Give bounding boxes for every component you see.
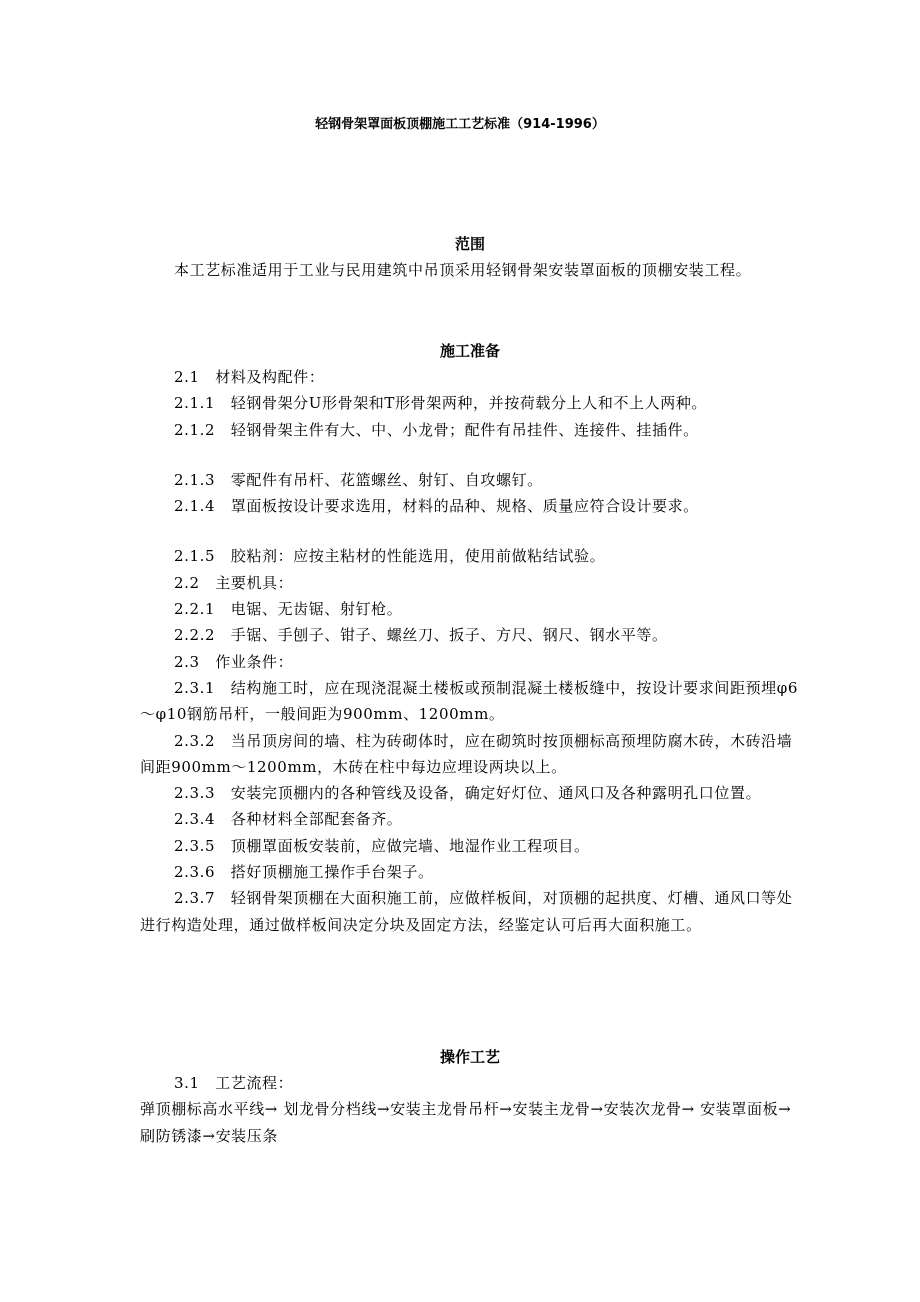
paragraph: 2.1 材料及构配件： xyxy=(174,368,325,386)
section-heading-scope: 范围 xyxy=(454,235,485,253)
section-heading-process: 操作工艺 xyxy=(439,1048,500,1066)
document-title: 轻钢骨架罩面板顶棚施工工艺标准（914-1996） xyxy=(315,117,605,132)
paragraph: 2.1.3 零配件有吊杆、花篮螺丝、射钉、自攻螺钉。 xyxy=(174,470,543,489)
paragraph: 2.3.3 安装完顶棚内的各种管线及设备，确定好灯位、通风口及各种露明孔口位置。 xyxy=(174,784,762,803)
paragraph: 2.3.5 顶棚罩面板安装前，应做完墙、地湿作业工程项目。 xyxy=(174,836,590,855)
paragraph: 2.3.6 搭好顶棚施工操作手台架子。 xyxy=(174,863,434,882)
section-heading-preparation: 施工准备 xyxy=(439,342,500,360)
paragraph: 本工艺标准适用于工业与民用建筑中吊顶采用轻钢骨架安装罩面板的顶棚安装工程。 xyxy=(174,261,752,279)
paragraph: 2.1.2 轻钢骨架主件有大、中、小龙骨；配件有吊挂件、连接件、挂插件。 xyxy=(174,420,699,439)
paragraph: 2.3 作业条件： xyxy=(174,652,294,671)
process-flow: 弹顶棚标高水平线→ 划龙骨分档线→安装主龙骨吊杆→安装主龙骨→安装次龙骨→ 安装罩面板→刷防锈漆→安装压条 xyxy=(140,1100,792,1145)
paragraph: 2.1.5 胶粘剂：应按主粘材的性能选用，使用前做粘结试验。 xyxy=(174,547,606,566)
section-scope xyxy=(140,231,800,283)
paragraph: 2.3.7 轻钢骨架顶棚在大面积施工前，应做样板间，对顶棚的起拱度、灯槽、通风口等处进行构造处理，通过做样板间决定分块及固定方法，经鉴定认可后再大面积施工。 xyxy=(140,889,793,934)
paragraph: 2.2.1 电锯、无齿锯、射钉枪。 xyxy=(174,600,403,619)
section-preparation xyxy=(140,338,800,938)
paragraph: 2.3.1 结构施工时，应在现浇混凝土楼板或预制混凝土楼板缝中，按设计要求间距预埋φ6～φ10钢筋吊杆，一般间距为900mm、1200mm。 xyxy=(140,678,799,724)
paragraph: 2.2 主要机具： xyxy=(174,573,294,592)
paragraph: 3.1 工艺流程： xyxy=(174,1074,294,1092)
section-process xyxy=(140,1044,800,1149)
paragraph: 2.1.4 罩面板按设计要求选用，材料的品种、规格、质量应符合设计要求。 xyxy=(174,497,699,516)
paragraph: 2.1.1 轻钢骨架分U形骨架和T形骨架两种，并按荷载分上人和不上人两种。 xyxy=(174,394,708,413)
paragraph: 2.3.4 各种材料全部配套备齐。 xyxy=(174,810,403,829)
paragraph: 2.3.2 当吊顶房间的墙、柱为砖砌体时，应在砌筑时按顶棚标高预埋防腐木砖，木砖沿墙间距900mm～1200mm，木砖在柱中每边应埋设两块以上。 xyxy=(140,731,793,776)
paragraph: 2.2.2 手锯、手刨子、钳子、螺丝刀、扳子、方尺、钢尺、钢水平等。 xyxy=(174,626,668,645)
